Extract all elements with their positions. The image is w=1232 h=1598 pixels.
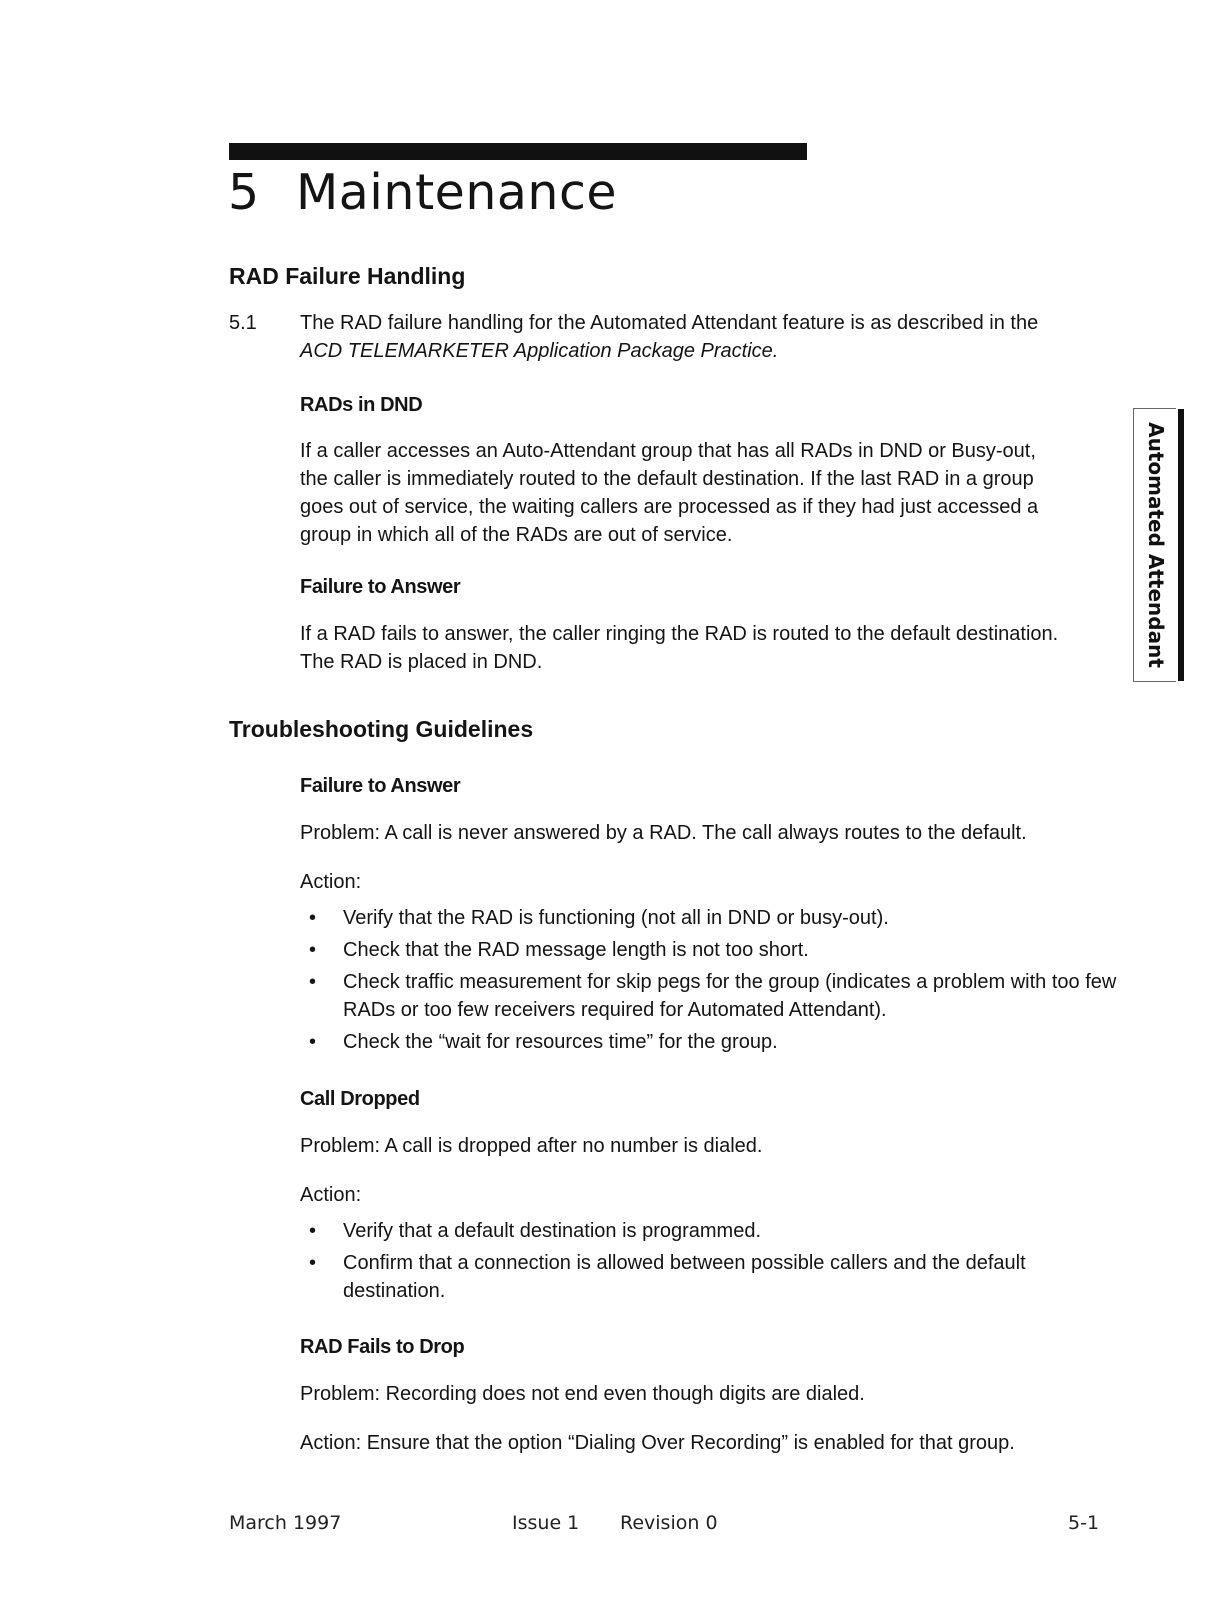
bullet: • [309, 907, 317, 929]
side-tab-label: Automated Attendant [1144, 422, 1168, 668]
text-line: group in which all of the RADs are out of service. [300, 524, 733, 546]
cd-action: Action: [300, 1184, 362, 1206]
cd-action-list [300, 1217, 1120, 1309]
intro-paragraph [300, 309, 1120, 365]
footer-issue: Issue 1 [512, 1512, 580, 1534]
intro-text: The RAD failure handling for the Automated Attendant feature is as described in the [300, 312, 1039, 334]
text-line: If a RAD fails to answer, the caller ringing the RAD is routed to the default destination. [300, 623, 1059, 645]
bullet: • [309, 1031, 317, 1053]
list-item-text: Check the “wait for resources time” for the group. [343, 1031, 778, 1053]
list-item [300, 904, 1120, 932]
rads-in-dnd-paragraph [300, 437, 1120, 549]
chapter-rule [229, 143, 807, 160]
rftd-problem: Problem: Recording does not end even though digits are dialed. [300, 1383, 865, 1405]
footer-date: March 1997 [229, 1512, 342, 1534]
list-item-text: Verify that the RAD is functioning (not all in DND or busy-out). [343, 907, 889, 929]
intro-reference: ACD TELEMARKETER Application Package Practice. [300, 340, 779, 362]
paragraph-number: 5.1 [229, 312, 257, 334]
footer-page-number: 5-1 [1068, 1512, 1100, 1534]
list-item-text: Check that the RAD message length is not too short. [343, 939, 809, 961]
list-item [300, 1249, 1120, 1305]
subheading-rads-in-dnd: RADs in DND [300, 394, 423, 416]
chapter-number: 5 [228, 164, 260, 221]
text-line: If a caller accesses an Auto-Attendant group that has all RADs in DND or Busy-out, [300, 440, 1036, 462]
subheading-rad-fails-to-drop: RAD Fails to Drop [300, 1336, 465, 1358]
chapter-title [228, 166, 617, 220]
list-item-text: Check traffic measurement for skip pegs for the group (indicates a problem with too few RADs or too few receivers required for Automated Attendant). [343, 971, 1117, 1021]
ts-fta-action-list [300, 904, 1120, 1060]
cd-problem: Problem: A call is dropped after no number is dialed. [300, 1135, 763, 1157]
section-heading-troubleshooting: Troubleshooting Guidelines [229, 716, 534, 742]
ts-fta-problem: Problem: A call is never answered by a RAD. The call always routes to the default. [300, 822, 1027, 844]
subheading-failure-to-answer: Failure to Answer [300, 576, 461, 598]
bullet: • [309, 939, 317, 961]
bullet: • [309, 971, 317, 993]
footer-revision: Revision 0 [620, 1512, 718, 1534]
list-item [300, 936, 1120, 964]
text-line: goes out of service, the waiting callers are processed as if they had just accessed a [300, 496, 1039, 518]
chapter-title-text: Maintenance [296, 164, 618, 221]
list-item-text: Confirm that a connection is allowed between possible callers and the default destination. [343, 1252, 1026, 1302]
section-side-tab [1133, 408, 1176, 682]
subheading-call-dropped: Call Dropped [300, 1088, 420, 1110]
side-tab-edge [1178, 409, 1184, 681]
list-item [300, 1028, 1120, 1056]
list-item-text: Verify that a default destination is programmed. [343, 1220, 762, 1242]
text-line: The RAD is placed in DND. [300, 651, 543, 673]
ts-fta-action: Action: [300, 871, 362, 893]
list-item [300, 1217, 1120, 1245]
section-heading-rad-failure: RAD Failure Handling [229, 263, 466, 289]
rftd-action: Action: Ensure that the option “Dialing Over Recording” is enabled for that group. [300, 1432, 1015, 1454]
text-line: the caller is immediately routed to the default destination. If the last RAD in a group [300, 468, 1034, 490]
list-item [300, 968, 1120, 1024]
bullet: • [309, 1252, 317, 1274]
bullet: • [309, 1220, 317, 1242]
subheading-ts-failure-to-answer: Failure to Answer [300, 775, 461, 797]
failure-to-answer-paragraph [300, 620, 1120, 676]
